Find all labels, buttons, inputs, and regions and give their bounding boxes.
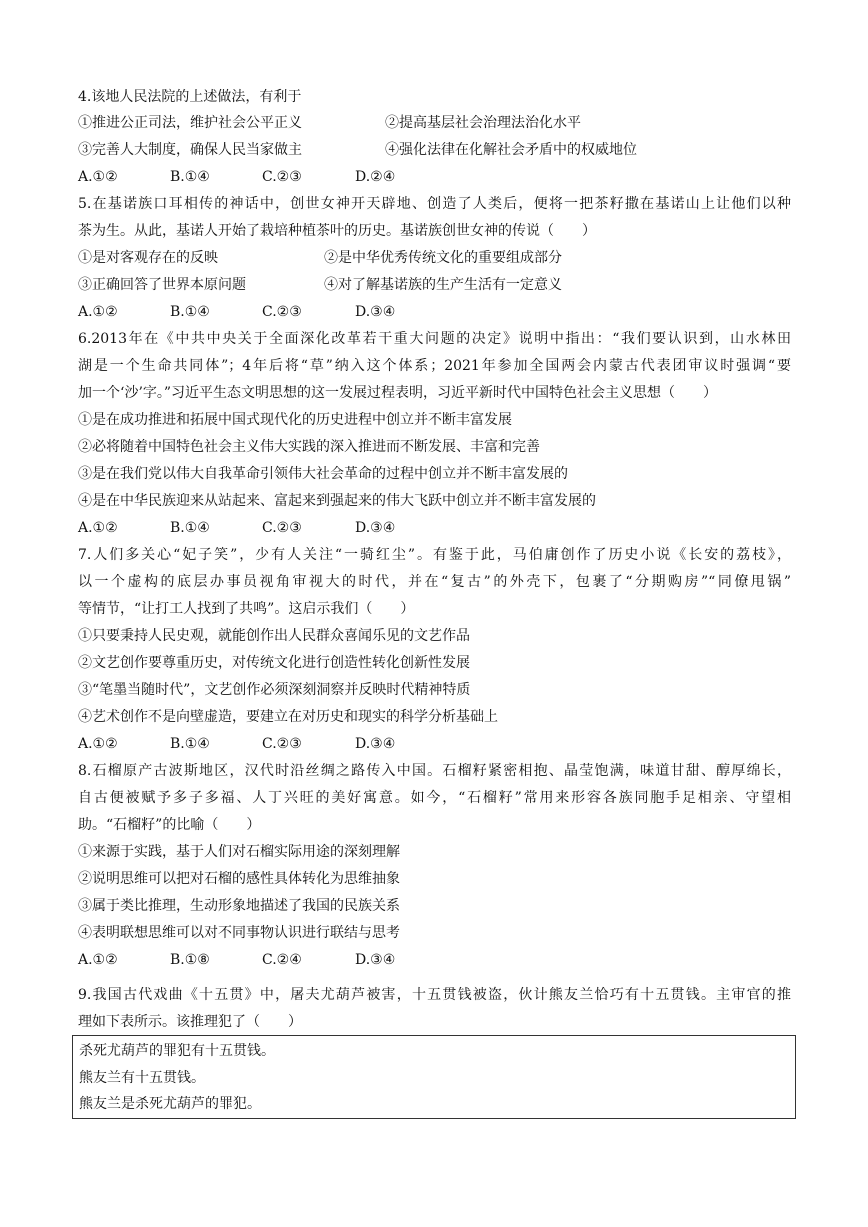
q7-statement-2: ②文艺创作要尊重历史，对传统文化进行创造性转化创新性发展 bbox=[78, 655, 470, 671]
q6-statement-4: ④是在中华民族迎来从站起来、富起来到强起来的伟大飞跃中创立并不断丰富发展的 bbox=[78, 493, 596, 509]
q7-statement-1: ①只要秉持人民史观，就能创作出人民群众喜闻乐见的文艺作品 bbox=[78, 628, 470, 644]
q7-stem-line-2: 以一个虚构的底层办事员视角审视大的时代，并在“复古”的外壳下，包裹了“分期购房”“同僚甩锅” bbox=[78, 574, 791, 590]
q4-statement-3: ③完善人大制度，确保人民当家做主 bbox=[78, 142, 302, 158]
q5-statement-4: ④对了解基诺族的生产生活有一定意义 bbox=[324, 277, 562, 293]
q4-option-b[interactable]: B.①④ bbox=[170, 169, 210, 185]
q8-option-b[interactable]: B.①⑧ bbox=[170, 952, 210, 968]
q6-statement-1: ①是在成功推进和拓展中国式现代化的历史进程中创立并不断丰富发展 bbox=[78, 412, 512, 428]
q6-option-d[interactable]: D.③④ bbox=[355, 520, 396, 536]
q8-statement-3: ③属于类比推理，生动形象地描述了我国的民族关系 bbox=[78, 898, 400, 914]
q5-option-c[interactable]: C.②③ bbox=[262, 304, 302, 320]
q7-statement-3: ③“笔墨当随时代”，文艺创作必须深刻洞察并反映时代精神特质 bbox=[78, 682, 471, 698]
reasoning-table bbox=[72, 1035, 796, 1119]
q5-statement-3: ③正确回答了世界本原问题 bbox=[78, 277, 246, 293]
reasoning-major-premise: 杀死尤葫芦的罪犯有十五贯钱。 bbox=[79, 1043, 275, 1059]
reasoning-conclusion: 熊友兰是杀死尤葫芦的罪犯。 bbox=[79, 1096, 261, 1112]
q8-statement-2: ②说明思维可以把对石榴的感性具体转化为思维抽象 bbox=[78, 871, 400, 887]
q4-option-c[interactable]: C.②③ bbox=[262, 169, 302, 185]
q8-statement-1: ①来源于实践，基于人们对石榴实际用途的深刻理解 bbox=[78, 844, 400, 860]
q7-option-c[interactable]: C.②③ bbox=[262, 736, 302, 752]
q5-statement-2: ②是中华优秀传统文化的重要组成部分 bbox=[324, 250, 562, 266]
q8-stem-line-2: 自古便被赋予多子多福、人丁兴旺的美好寓意。如今，“石榴籽”常用来形容各族同胞手足相亲、守望相 bbox=[78, 790, 791, 806]
q4-stem: 4.该地人民法院的上述做法，有利于 bbox=[78, 89, 302, 105]
q7-stem-line-3: 等情节，“让打工人找到了共鸣”。这启示我们（ ） bbox=[78, 601, 415, 617]
q8-stem-line-3: 助。“石榴籽”的比喻（ ） bbox=[78, 817, 261, 833]
q6-statement-2: ②必将随着中国特色社会主义伟大实践的深入推进而不断发展、丰富和完善 bbox=[78, 439, 540, 455]
q8-stem-line-1: 8.石榴原产古波斯地区，汉代时沿丝绸之路传入中国。石榴籽紧密相抱、晶莹饱满，味道甘甜、醇厚绵长， bbox=[78, 763, 791, 779]
q7-option-b[interactable]: B.①④ bbox=[170, 736, 210, 752]
q4-statement-2: ②提高基层社会治理法治化水平 bbox=[385, 115, 581, 131]
q7-option-d[interactable]: D.③④ bbox=[355, 736, 396, 752]
q5-stem-line-2: 茶为生。从此，基诺人开始了栽培种植茶叶的历史。基诺族创世女神的传说（ ） bbox=[78, 223, 596, 239]
q5-option-d[interactable]: D.③④ bbox=[355, 304, 396, 320]
q4-option-d[interactable]: D.②④ bbox=[355, 169, 396, 185]
q6-option-b[interactable]: B.①④ bbox=[170, 520, 210, 536]
q5-statement-1: ①是对客观存在的反映 bbox=[78, 250, 218, 266]
q5-option-b[interactable]: B.①④ bbox=[170, 304, 210, 320]
q4-statement-1: ①推进公正司法，维护社会公平正义 bbox=[78, 115, 302, 131]
q7-stem-line-1: 7.人们多关心“妃子笑”，少有人关注“一骑红尘”。有鉴于此，马伯庸创作了历史小说《长安的荔枝》， bbox=[78, 547, 791, 563]
q9-stem-line-2: 理如下表所示。该推理犯了（ ） bbox=[78, 1014, 302, 1030]
q6-stem-line-1: 6.2013年在《中共中央关于全面深化改革若干重大问题的决定》说明中指出：“我们要认识到，山水林田 bbox=[78, 331, 791, 347]
q6-option-c[interactable]: C.②③ bbox=[262, 520, 302, 536]
q8-option-a[interactable]: A.①② bbox=[78, 952, 118, 968]
q8-option-d[interactable]: D.③④ bbox=[355, 952, 396, 968]
q6-statement-3: ③是在我们党以伟大自我革命引领伟大社会革命的过程中创立并不断丰富发展的 bbox=[78, 466, 568, 482]
q9-stem-line-1: 9.我国古代戏曲《十五贯》中，屠夫尤葫芦被害，十五贯钱被盗，伙计熊友兰恰巧有十五贯钱。主审官的推 bbox=[78, 987, 791, 1003]
q4-statement-4: ④强化法律在化解社会矛盾中的权威地位 bbox=[385, 142, 637, 158]
q5-option-a[interactable]: A.①② bbox=[78, 304, 118, 320]
q5-stem-line-1: 5.在基诺族口耳相传的神话中，创世女神开天辟地、创造了人类后，便将一把茶籽撒在基诺山上让他们以种 bbox=[78, 196, 791, 212]
q6-stem-line-3: 加一个‘沙’字。”习近平生态文明思想的这一发展过程表明，习近平新时代中国特色社会主义思想（ ） bbox=[78, 385, 718, 401]
q6-option-a[interactable]: A.①② bbox=[78, 520, 118, 536]
q8-statement-4: ④表明联想思维可以对不同事物认识进行联结与思考 bbox=[78, 925, 400, 941]
q6-stem-line-2: 湖是一个生命共同体”；4年后将“草”纳入这个体系；2021年参加全国两会内蒙古代表团审议时强调“要 bbox=[78, 358, 791, 374]
q7-statement-4: ④艺术创作不是向壁虚造，要建立在对历史和现实的科学分析基础上 bbox=[78, 709, 498, 725]
q4-option-a[interactable]: A.①② bbox=[78, 169, 118, 185]
q8-option-c[interactable]: C.②④ bbox=[262, 952, 302, 968]
reasoning-minor-premise: 熊友兰有十五贯钱。 bbox=[79, 1070, 205, 1086]
q7-option-a[interactable]: A.①② bbox=[78, 736, 118, 752]
